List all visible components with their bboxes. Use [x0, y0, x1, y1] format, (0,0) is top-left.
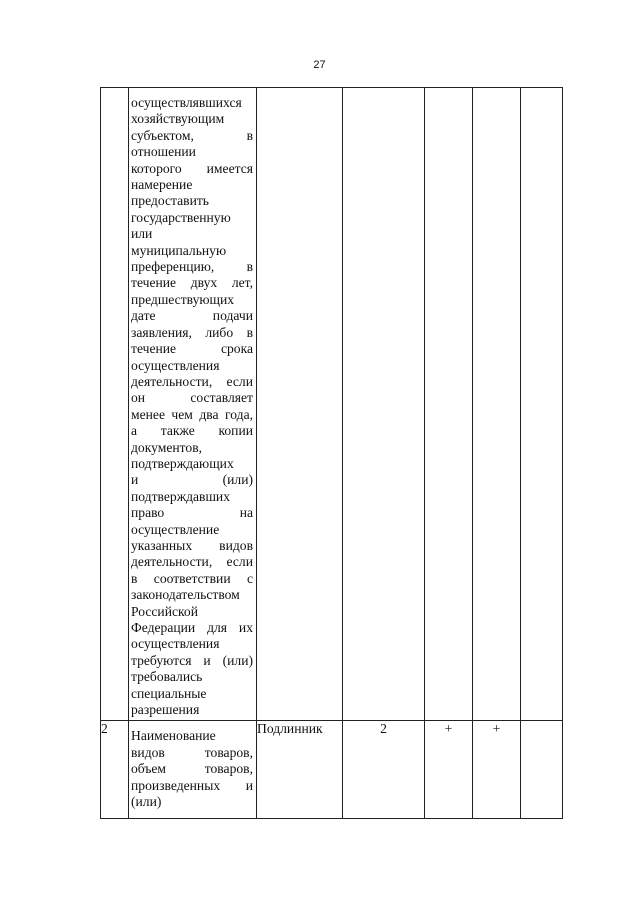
description-line: Федерации для их: [131, 620, 253, 635]
description-line: деятельности, если: [131, 373, 253, 389]
table-row-continued: [101, 88, 563, 721]
table-row-2: [101, 721, 563, 819]
description-line: течение срока: [131, 341, 253, 357]
description-line: муниципальную: [131, 242, 227, 258]
description-line: право на: [131, 505, 253, 521]
description-line: осуществления: [131, 636, 220, 652]
description-line: заявления, либо в: [131, 324, 253, 340]
description-line: субъектом, в: [131, 127, 253, 143]
count-cell: 2: [343, 721, 425, 819]
description-line: деятельности, если: [131, 554, 253, 570]
description-line: подтверждавших: [131, 488, 231, 504]
description-line: течение двух лет,: [131, 275, 253, 291]
description-line: осуществление: [131, 521, 220, 537]
description-line: объем товаров,: [131, 761, 253, 777]
description-cell: [129, 721, 257, 819]
description-text: [129, 88, 256, 720]
description-line: намерение: [131, 177, 193, 193]
description-line: отношении: [131, 144, 196, 160]
mark1-cell: +: [425, 721, 473, 819]
description-line: произведенных и: [131, 777, 253, 793]
description-line: или: [131, 226, 153, 242]
description-line: законодательством: [131, 587, 240, 603]
mark1-cell: [425, 88, 473, 721]
extra-cell: [521, 721, 563, 819]
description-line: хозяйствующим: [131, 111, 225, 127]
description-line: которого имеется: [131, 160, 253, 176]
description-line: видов товаров,: [131, 744, 253, 760]
description-line: (или): [131, 794, 162, 810]
description-line: Наименование: [131, 728, 216, 744]
description-line: разрешения: [131, 702, 200, 718]
description-line: государственную: [131, 209, 231, 225]
description-line: в соответствии с: [131, 570, 253, 586]
description-line: предшествующих: [131, 291, 235, 307]
description-line: документов,: [131, 439, 203, 455]
row-number-cell: [101, 88, 129, 721]
description-line: осуществлявшихся: [131, 95, 242, 110]
description-line: он составляет: [131, 390, 253, 406]
description-text: [129, 721, 256, 812]
description-line: а также копии: [131, 423, 253, 439]
description-line: менее чем два года,: [131, 406, 253, 422]
description-line: предоставить: [131, 193, 209, 209]
description-cell: [129, 88, 257, 721]
row-number-cell: 2: [101, 721, 129, 819]
mark2-cell: [473, 88, 521, 721]
document-table: [100, 87, 563, 819]
description-line: преференцию, в: [131, 259, 253, 275]
description-line: подтверждающих: [131, 455, 234, 471]
page-number: 27: [313, 59, 326, 71]
description-line: Российской: [131, 603, 198, 619]
description-line: и (или): [131, 472, 253, 488]
description-line: дате подачи: [131, 308, 253, 324]
count-cell: [343, 88, 425, 721]
description-line: требуются и (или): [131, 652, 253, 668]
description-line: осуществления: [131, 357, 220, 373]
description-line: указанных видов: [131, 537, 253, 553]
mark2-cell: +: [473, 721, 521, 819]
form-cell: [257, 88, 343, 721]
form-cell: Подлинник: [257, 721, 343, 819]
extra-cell: [521, 88, 563, 721]
description-line: требовались: [131, 669, 203, 685]
description-line: специальные: [131, 685, 207, 701]
